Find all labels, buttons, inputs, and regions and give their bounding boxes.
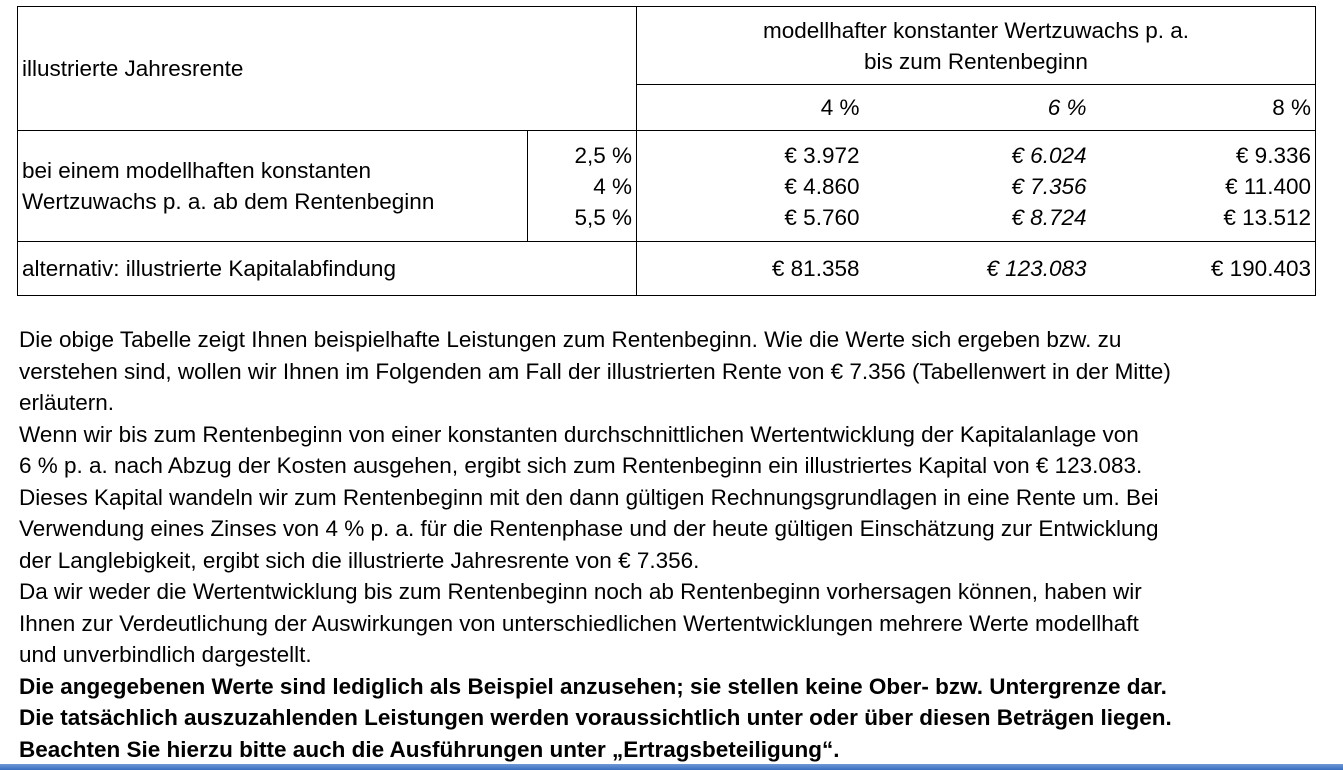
row-label-line1: bei einem modellhaften konstanten <box>22 158 371 183</box>
text-line: Die obige Tabelle zeigt Ihnen beispielhafte Leistungen zum Rentenbeginn. Wie die Werte sich ergeben bzw. zu <box>19 327 1122 352</box>
rate: 4 % <box>593 173 632 199</box>
values-col-6 <box>864 131 1091 242</box>
value-cell: € 4.860 <box>784 173 860 199</box>
col-header-4: 4 % <box>637 85 864 131</box>
header-top <box>637 7 1316 85</box>
bold-text-line: Die angegebenen Werte sind lediglich als Beispiel anzusehen; sie stellen keine Ober- bzw. Untergrenze dar. <box>19 673 1167 699</box>
text-line: verstehen sind, wollen wir Ihnen im Folgenden am Fall der illustrierten Rente von € 7.356 (Tabellenwert in der Mitte) <box>19 358 1171 384</box>
bold-text-line: Die tatsächlich auszuzahlenden Leistungen werden voraussichtlich unter oder über diesen Beträgen liegen. <box>19 705 1172 730</box>
value-cell: € 5.760 <box>784 204 860 230</box>
row-label <box>18 131 528 242</box>
window-bottom-edge <box>0 764 1343 770</box>
alt-value-6: € 123.083 <box>864 242 1091 296</box>
values-col-8 <box>1091 131 1316 242</box>
header-top-line2: bis zum Rentenbeginn <box>864 48 1088 74</box>
explanation-text <box>19 324 1341 765</box>
header-label: illustrierte Jahresrente <box>18 7 637 131</box>
text-line: Dieses Kapital wandeln wir zum Rentenbeginn mit den dann gültigen Rechnungsgrundlagen in eine Rente um. Bei <box>19 484 1159 510</box>
value-cell: € 3.972 <box>784 142 860 168</box>
alt-value-8: € 190.403 <box>1091 242 1316 296</box>
header-top-line1: modellhafter konstanter Wertzuwachs p. a. <box>762 17 1190 43</box>
row-label-line2: Wertzuwachs p. a. ab dem Rentenbeginn <box>22 189 435 214</box>
rate: 2,5 % <box>574 142 632 168</box>
text-line: Da wir weder die Wertentwicklung bis zum Rentenbeginn noch ab Rentenbeginn vorhersagen können, haben wir <box>19 579 1142 604</box>
value-cell: € 7.356 <box>1011 173 1087 199</box>
rates-cell <box>528 131 637 242</box>
alt-value-4: € 81.358 <box>637 242 864 296</box>
text-line: 6 % p. a. nach Abzug der Kosten ausgehen, ergibt sich zum Rentenbeginn ein illustriertes Kapital von € 123.083. <box>19 453 1143 478</box>
text-line: erläutern. <box>19 390 115 415</box>
value-cell: € 8.724 <box>1011 204 1087 230</box>
pension-table <box>17 6 1316 296</box>
rate: 5,5 % <box>574 204 632 230</box>
col-header-8: 8 % <box>1091 85 1316 131</box>
bold-text-line: Beachten Sie hierzu bitte auch die Ausführungen unter „Ertragsbeteiligung“. <box>19 736 840 762</box>
value-cell: € 9.336 <box>1235 142 1311 168</box>
value-cell: € 6.024 <box>1011 142 1087 168</box>
alt-label: alternativ: illustrierte Kapitalabfindung <box>18 242 637 296</box>
values-col-4 <box>637 131 864 242</box>
text-line: Ihnen zur Verdeutlichung der Auswirkungen von unterschiedlichen Wertentwicklungen mehrere Werte modellhaft <box>19 610 1139 636</box>
value-cell: € 13.512 <box>1223 204 1311 230</box>
value-cell: € 11.400 <box>1225 173 1311 199</box>
text-line: Verwendung eines Zinses von 4 % p. a. für die Rentenphase und der heute gültigen Einschätzung zur Entwicklung <box>19 516 1159 541</box>
text-line: Wenn wir bis zum Rentenbeginn von einer konstanten durchschnittlichen Wertentwicklung der Kapitalanlage von <box>19 421 1139 447</box>
text-line: der Langlebigkeit, ergibt sich die illustrierte Jahresrente von € 7.356. <box>19 547 700 573</box>
text-line: und unverbindlich dargestellt. <box>19 642 312 667</box>
col-header-6: 6 % <box>864 85 1091 131</box>
